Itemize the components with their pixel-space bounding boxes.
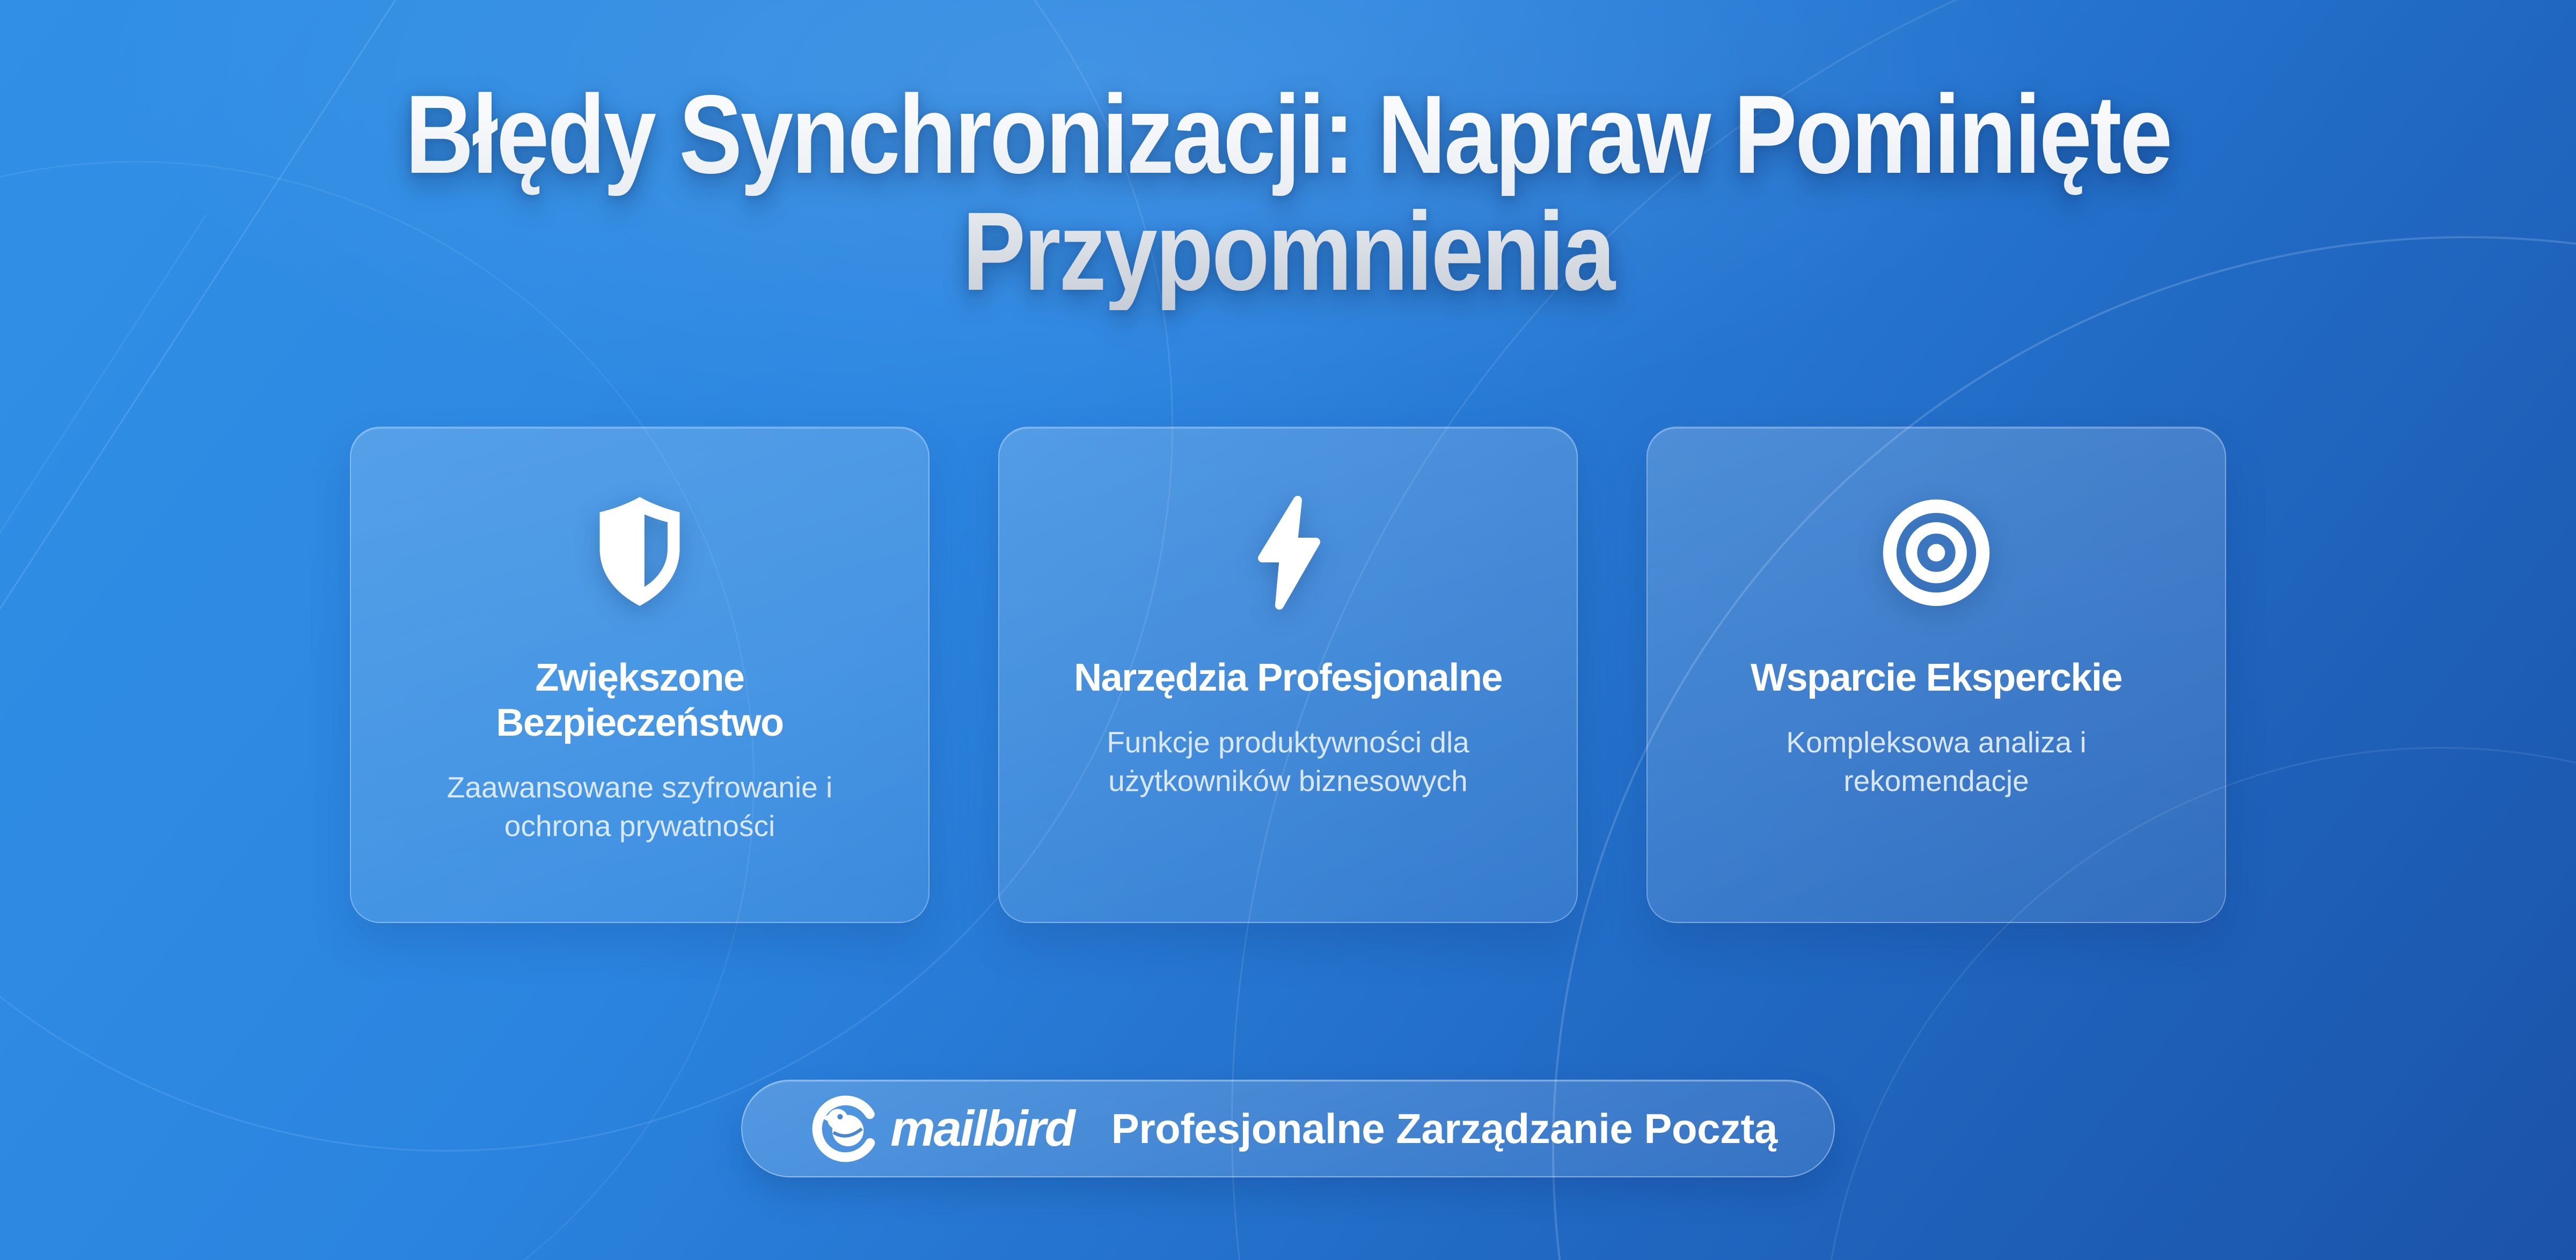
brand-badge <box>741 1080 1835 1177</box>
page-title <box>193 72 2383 314</box>
card-title: Zwiększone Bezpieczeństwo <box>496 656 784 744</box>
page-title-line1: Błędy Synchronizacji: Napraw Pominięte <box>405 72 2171 197</box>
card-security <box>350 427 930 923</box>
page-title-line2: Przypomnienia <box>962 189 1614 314</box>
card-expert-support <box>1646 427 2226 923</box>
card-subtitle: Zaawansowane szyfrowanie i ochrona prywatności <box>447 771 833 843</box>
card-title: Narzędzia Profesjonalne <box>1074 656 1502 699</box>
card-pro-tools <box>998 427 1578 923</box>
card-subtitle: Kompleksowa analiza i rekomendacje <box>1786 726 2087 797</box>
card-title: Wsparcie Eksperckie <box>1751 656 2122 699</box>
feature-cards <box>0 427 2576 923</box>
brand-tagline: Profesjonalne Zarządzanie Pocztą <box>1111 1104 1777 1152</box>
shield-icon <box>587 491 692 614</box>
card-subtitle: Funkcje produktywności dla użytkowników biznesowych <box>1107 726 1469 797</box>
mailbird-logo-icon <box>809 1093 882 1165</box>
brand-wordmark: mailbird <box>890 1100 1074 1156</box>
target-icon <box>1879 491 1993 614</box>
lightning-icon <box>1246 491 1330 614</box>
